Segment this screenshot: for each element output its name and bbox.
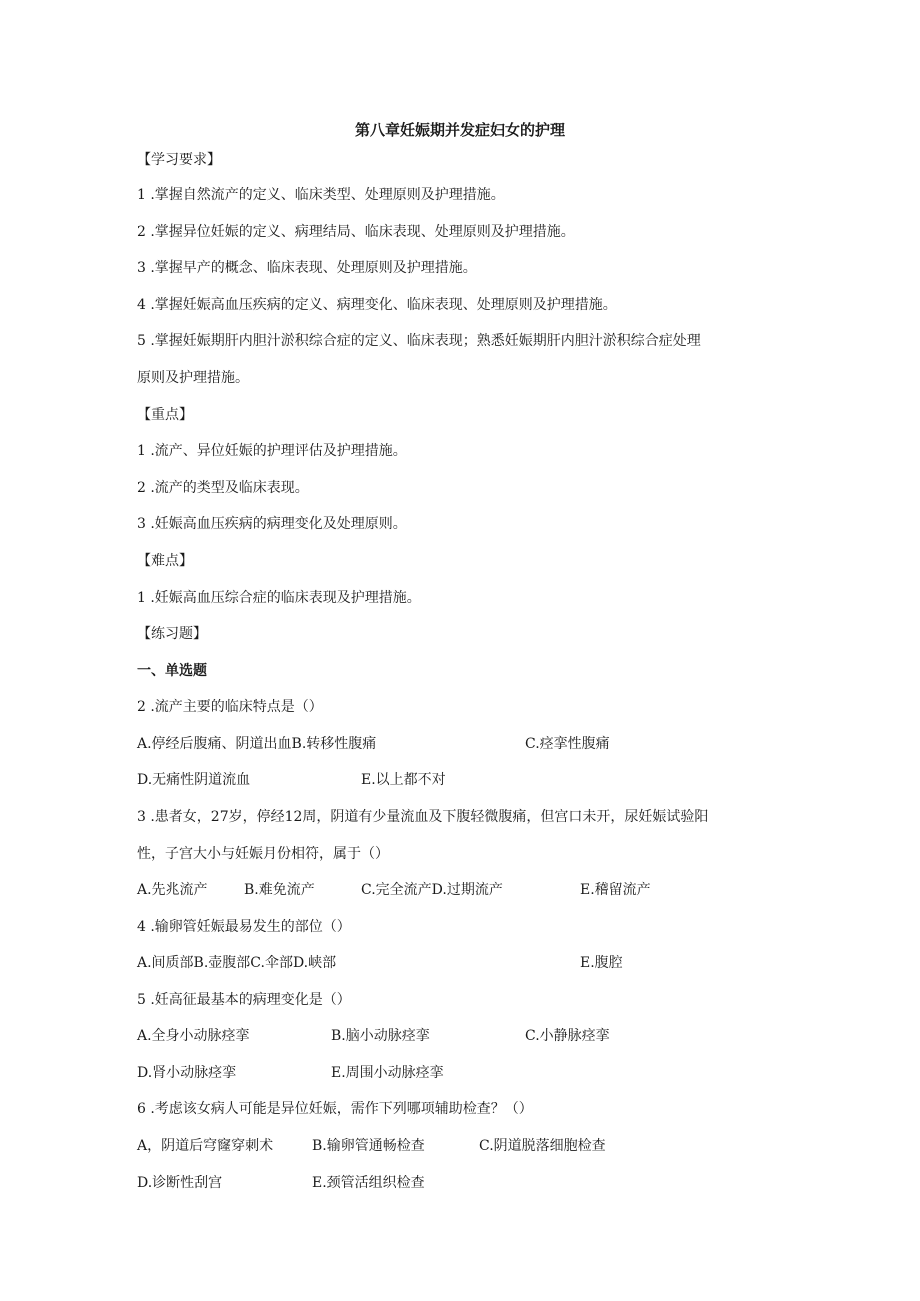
key-point-item: 2 .流产的类型及临床表现。 (137, 480, 309, 496)
answer-option: A.停经后腹痛、阴道出血B.转移性腹痛 (137, 736, 377, 752)
question-stem: 4 .输卵管妊娠最易发生的部位（） (137, 919, 351, 935)
answer-option: E.腹腔 (580, 955, 623, 971)
difficult-point-item: 1 .妊娠高血压综合症的临床表现及护理措施。 (137, 590, 421, 606)
key-points-heading: 【重点】 (137, 407, 193, 423)
answer-option: E.稽留流产 (580, 882, 651, 898)
answer-option: A.全身小动脉痉挛 (137, 1028, 250, 1044)
exercises-heading: 【练习题】 (137, 626, 207, 642)
page-title: 第八章妊娠期并发症妇女的护理 (354, 121, 565, 139)
answer-option: D.诊断性刮宫 (137, 1175, 223, 1191)
question-stem: 2 .流产主要的临床特点是（） (137, 699, 323, 715)
answer-option: A.先兆流产 (137, 882, 208, 898)
answer-option: C.小静脉痉挛 (525, 1028, 610, 1044)
requirement-item: 1 .掌握自然流产的定义、临床类型、处理原则及护理措施。 (137, 187, 505, 203)
question-stem: 5 .妊高征最基本的病理变化是（） (137, 992, 351, 1008)
answer-option: B.输卵管通畅检查 (312, 1138, 425, 1154)
answer-option: D.肾小动脉痉挛 (137, 1065, 237, 1081)
requirement-item: 3 .掌握早产的概念、临床表现、处理原则及护理措施。 (137, 260, 477, 276)
question-stem-continuation: 性，子宫大小与妊娠月份相符，属于（） (137, 846, 389, 862)
single-choice-section-title: 一、单选题 (137, 663, 207, 679)
answer-option: C.阴道脱落细胞检查 (479, 1138, 606, 1154)
question-stem: 6 .考虑该女病人可能是异位妊娠，需作下列哪项辅助检查？（） (137, 1101, 533, 1117)
answer-option: B.脑小动脉痉挛 (331, 1028, 430, 1044)
answer-option: C.痉挛性腹痛 (525, 736, 610, 752)
difficult-points-heading: 【难点】 (137, 553, 193, 569)
answer-option: A.间质部B.壶腹部C.伞部D.峡部 (137, 955, 337, 971)
answer-option: E.颈管活组织检查 (312, 1175, 425, 1191)
key-point-item: 3 .妊娠高血压疾病的病理变化及处理原则。 (137, 516, 407, 532)
requirement-item-continuation: 原则及护理措施。 (137, 370, 249, 386)
key-point-item: 1 .流产、异位妊娠的护理评估及护理措施。 (137, 443, 407, 459)
requirement-item: 2 .掌握异位妊娠的定义、病理结局、临床表现、处理原则及护理措施。 (137, 224, 575, 240)
answer-option: D.无痛性阴道流血 (137, 772, 251, 788)
answer-option: C.完全流产D.过期流产 (361, 882, 503, 898)
requirement-item: 5 .掌握妊娠期肝内胆汁淤积综合症的定义、临床表现；熟悉妊娠期肝内胆汁淤积综合症处理 (137, 333, 701, 349)
question-stem: 3 .患者女，27岁，停经12周，阴道有少量流血及下腹轻微腹痛，但宫口未开，尿妊娠试验阳 (137, 809, 709, 825)
answer-option: E.以上都不对 (361, 772, 446, 788)
learning-requirements-heading: 【学习要求】 (137, 152, 221, 168)
requirement-item: 4 .掌握妊娠高血压疾病的定义、病理变化、临床表现、处理原则及护理措施。 (137, 297, 617, 313)
answer-option: A，阴道后穹窿穿刺术 (137, 1138, 274, 1154)
answer-option: E.周围小动脉痉挛 (331, 1065, 444, 1081)
answer-option: B.难免流产 (244, 882, 315, 898)
